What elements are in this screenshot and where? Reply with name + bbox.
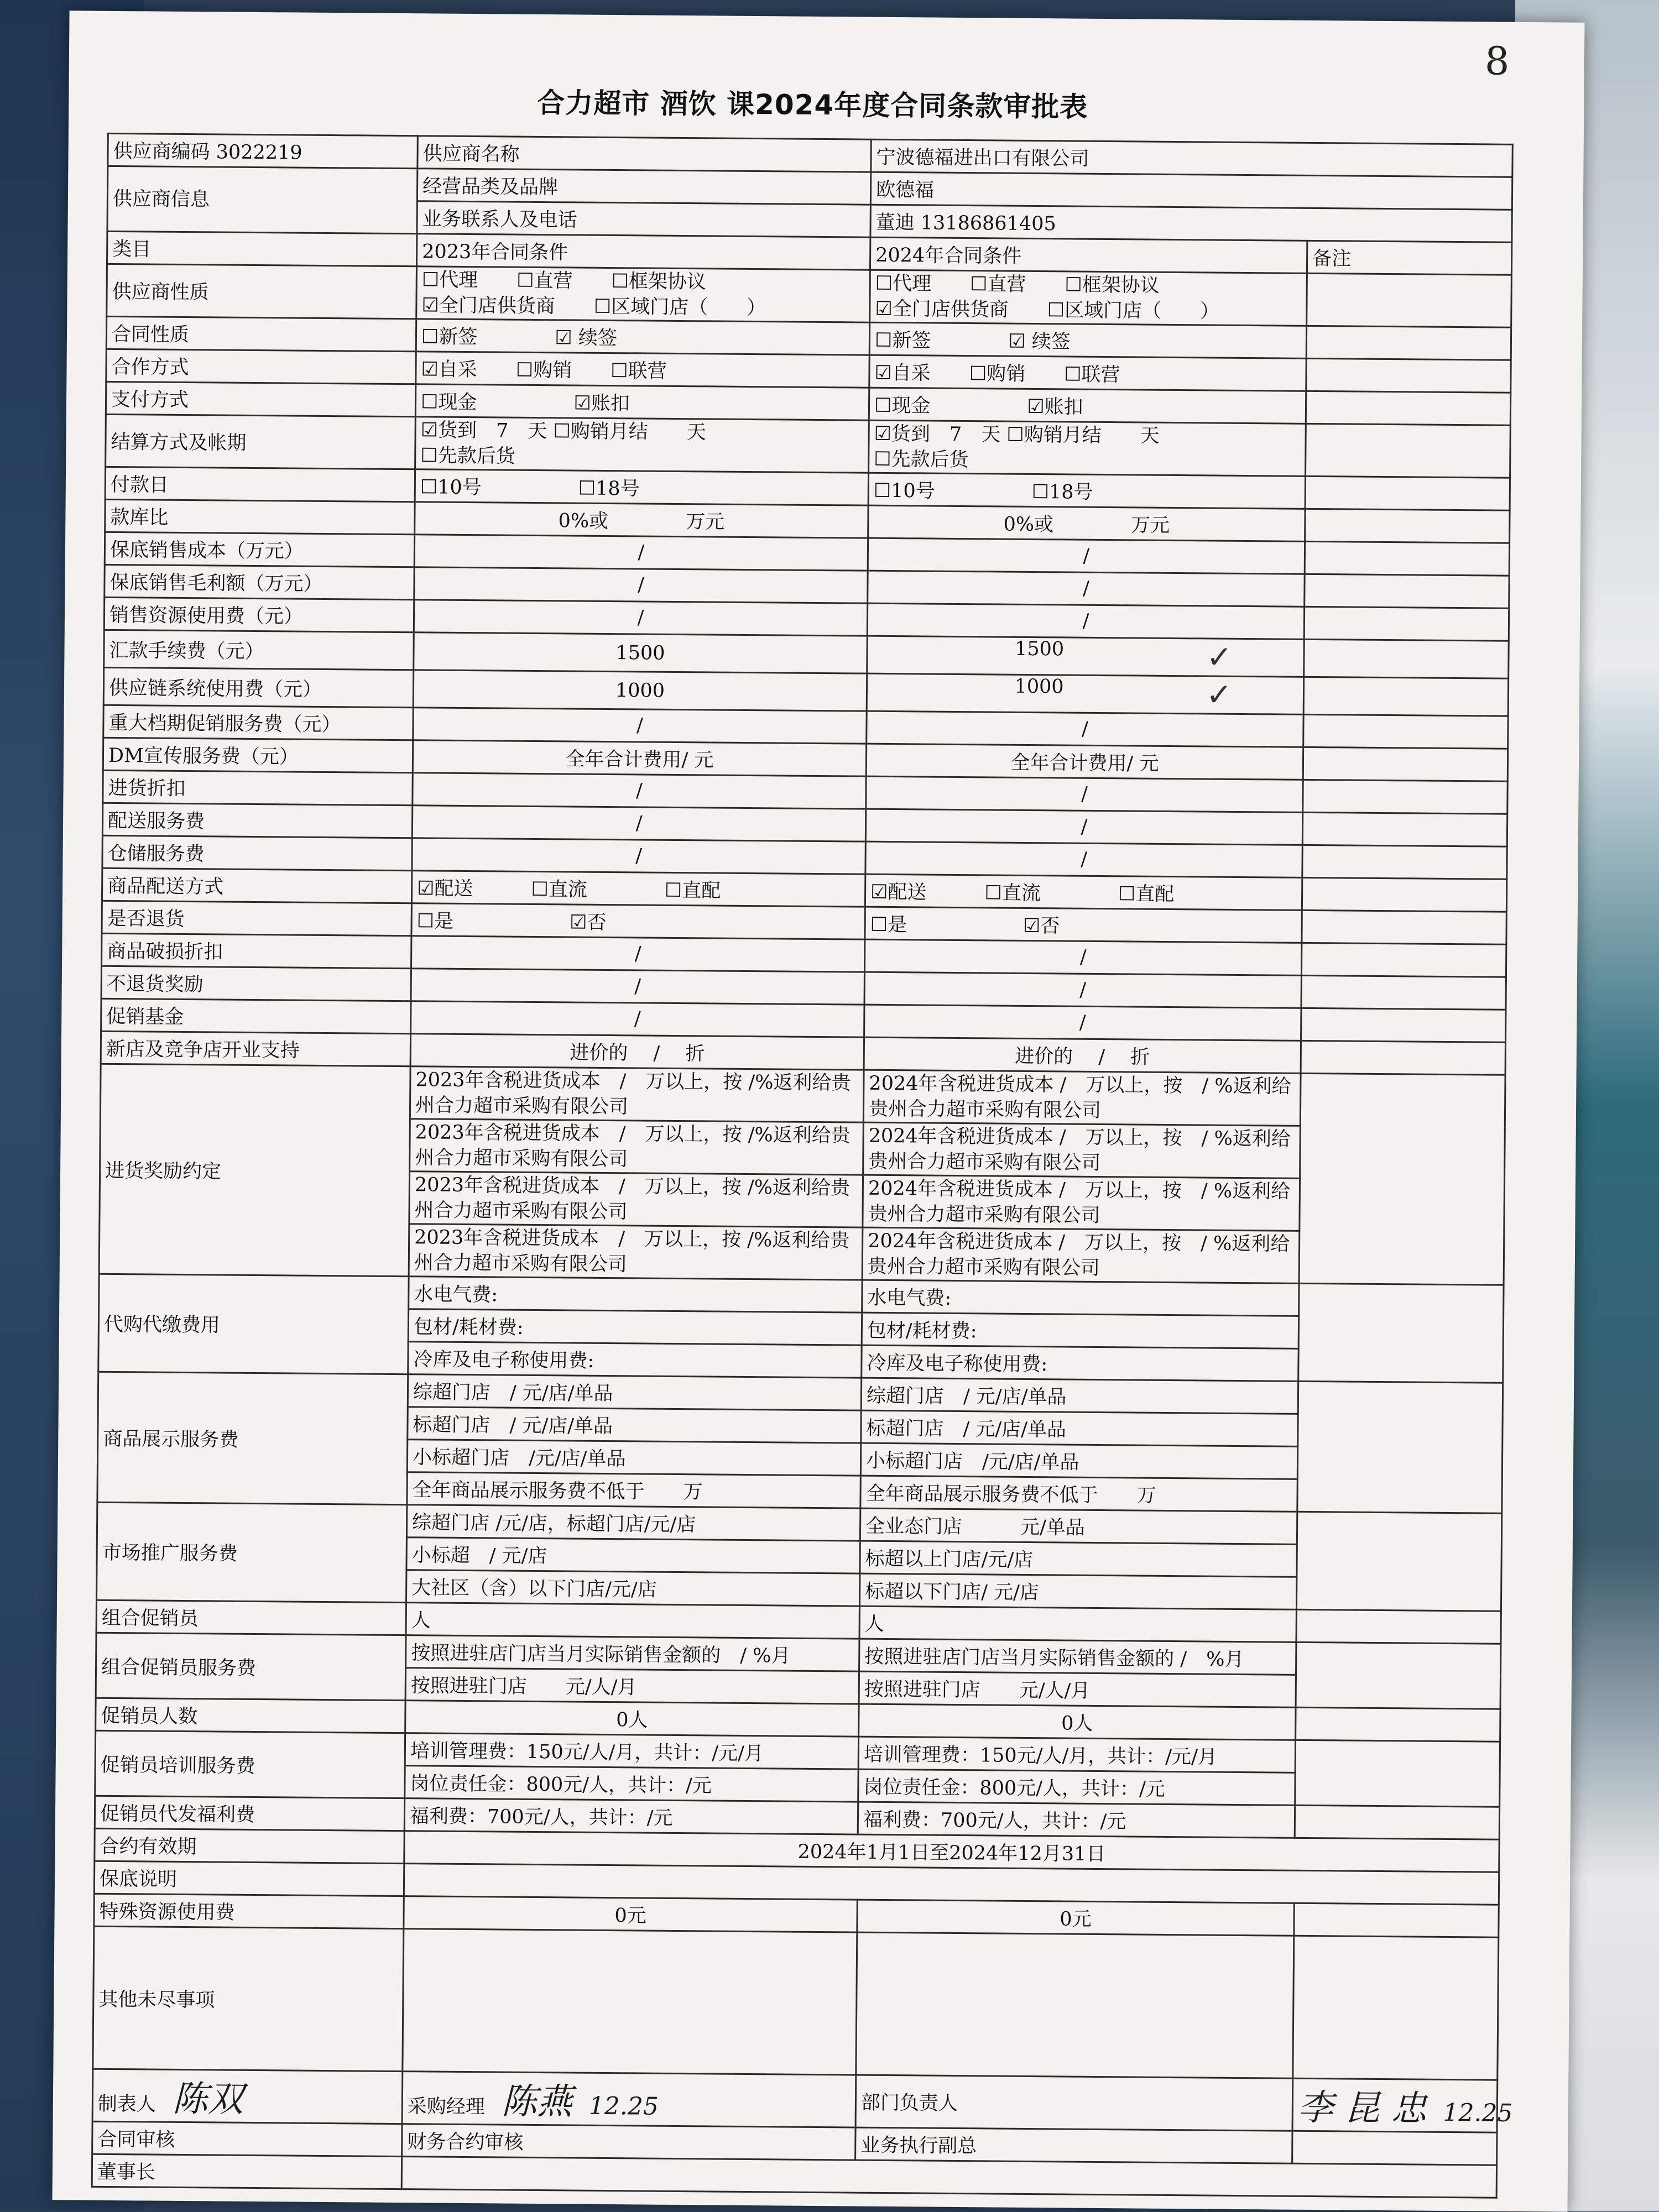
pay-2024: ☐现金 ☑账扣 [869,388,1306,423]
supplier-code-label: 供应商编码 [113,140,210,164]
combo-fee-2023-line: 按照进驻门店 元/人/月 [405,1668,859,1704]
reward-2023-tier: 2023年含税进货成本 / 万以上，按 /%返利给贵州合力超市采购有限公司 [410,1066,864,1122]
slash-cell: / [864,1005,1301,1040]
agency-2023-coldstore: 冷库及电子称使用费: [408,1342,862,1378]
row-label: 销售资源使用费（元） [104,597,414,632]
settle-2024-line1: ☑货到 7 天 ☐购销月结 天 [874,422,1160,447]
payday-2024: ☐10号 ☐18号 [868,473,1305,509]
stock-2024: 0%或 万元 [868,505,1305,541]
remark-cell [1296,1609,1501,1644]
reward-2024-tier: 2024年含税进货成本 / 万以上，按 / %返利给贵州合力超市采购有限公司 [863,1070,1301,1126]
remark-cell [1296,1512,1501,1611]
vp-label: 业务执行副总 [855,2127,1292,2163]
slash-cell: / [414,567,868,603]
row-label: 款库比 [105,499,415,534]
remark-cell [1296,1642,1501,1709]
row-label: 保底说明 [94,1861,404,1896]
welfare-2023: 福利费：700元/人，共计：/元 [404,1798,858,1834]
remark-cell [1302,845,1507,879]
buyer-manager-label: 采购经理 [407,2095,486,2119]
contract-2024: ☐新签 ☑ 续签 [869,322,1306,358]
contract-2023: ☐新签 ☑ 续签 [416,319,869,355]
slash-cell: / [411,936,865,972]
settle-2024-line2: ☐先款后货 [874,448,969,472]
row-label: 重大档期促销服务费（元） [103,705,413,740]
row-label: 商品展示服务费 [97,1372,408,1504]
slash-cell: / [412,806,865,841]
agency-2024-utilities: 水电气费: [862,1280,1299,1316]
vp-sign-cell [1292,2131,1497,2165]
slash-cell: / [413,773,866,809]
reward-2023-tier: 2023年含税进货成本 / 万以上，按 /%返利给贵州合力超市采购有限公司 [409,1172,863,1227]
slash-cell: / [865,809,1302,845]
remark-cell [1293,1936,1499,2080]
remark-cell [1303,677,1509,716]
slash-cell: / [412,838,865,874]
goods-delivery-2024: ☑配送 ☐直流 ☐直配 [865,874,1302,910]
table-row [93,1926,1499,2080]
remark-cell [1294,1903,1499,1937]
remark-cell [1301,975,1506,1010]
row-label: 商品配送方式 [102,868,411,903]
row-label: 其他未尽事项 [93,1926,404,2071]
contact-label: 业务联系人及电话 [417,201,870,237]
payday-2023: ☐10号 ☐18号 [415,469,868,505]
dept-head-label: 部门负责人 [855,2075,1293,2131]
display-2023-line: 标超门店 / 元/店/单品 [408,1407,861,1443]
nature-2023-line2: ☑全门店供货商 ☐区域门店（ ） [421,294,766,320]
dm-2023: 全年合计费用/ 元 [413,740,866,776]
remit-2023: 1500 [414,632,868,673]
settle-2023-line2: ☐先款后货 [420,445,515,468]
finance-label: 财务合约审核 [402,2124,855,2160]
agency-2024-coldstore: 冷库及电子称使用费: [862,1345,1298,1381]
row-label: 支付方式 [106,381,415,416]
page-number: 8 [1484,38,1510,84]
row-label: 特殊资源使用费 [94,1894,404,1928]
reward-2024-tier: 2024年含税进货成本 / 万以上，按 / %返利给贵州合力超市采购有限公司 [863,1122,1301,1178]
remark-cell [1306,358,1511,393]
return-2024: ☐是 ☑否 [865,907,1302,943]
remark-cell [1297,1381,1503,1513]
row-label: 保底销售成本（万元） [105,532,414,567]
remark-cell [1303,714,1508,749]
slash-cell: / [864,972,1301,1008]
reward-2024-tier: 2024年含税进货成本 / 万以上，按 / %返利给贵州合力超市采购有限公司 [862,1227,1300,1283]
dept-head-signature: 李 昆 忠 [1297,2087,1427,2130]
remark-cell [1301,943,1506,977]
supplier-code: 3022219 [216,141,302,164]
remit-2024: 1500 [1014,637,1065,661]
market-2023-line: 综超门店 /元/店，标超门店/元/店 [406,1505,860,1541]
validity-period: 2024年1月1日至2024年12月31日 [404,1831,1499,1873]
other-2024-cell [856,1932,1294,2078]
remark-cell [1303,747,1507,781]
approval-form-sheet [52,11,1584,2211]
promoter-count-2023: 0人 [405,1701,859,1737]
coop-2023: ☑自采 ☐购销 ☐联营 [416,352,869,388]
remark-cell [1305,476,1510,510]
maker-signature: 陈双 [172,2078,244,2120]
category-header: 类目 [107,231,416,266]
display-2023-line: 综超门店 / 元/店/单品 [408,1374,861,1410]
maker-cell [92,2069,403,2124]
newstore-2024: 进价的 / 折 [864,1037,1301,1073]
combo-fee-2024-line: 按照进驻店门店当月实际销售金额的 / %月 [859,1639,1296,1675]
remark-cell [1302,910,1506,944]
nature-2024-line1: ☐代理 ☐直营 ☐框架协议 [875,272,1160,297]
newstore-2023: 进价的 / 折 [410,1034,864,1070]
display-2024-line: 小标超门店 /元/店/单品 [860,1443,1297,1479]
chain-2024: 1000 [1014,675,1064,698]
special-2024: 0元 [857,1900,1294,1936]
agency-2023-packaging: 包材/耗材费: [408,1309,862,1345]
remark-cell [1304,606,1509,641]
row-label: 供应商性质 [107,264,417,318]
market-2023-line: 小标超 / 元/店 [406,1538,860,1573]
welfare-2024: 福利费：700元/人，共计：/元 [858,1802,1295,1838]
special-2023: 0元 [404,1896,857,1932]
row-label: 促销基金 [101,998,411,1033]
contract-terms-table [91,133,1514,2199]
supplier-name-label: 供应商名称 [418,136,871,172]
display-2024-line: 综超门店 / 元/店/单品 [861,1378,1298,1414]
slash-cell: / [868,571,1305,606]
remark-cell [1306,391,1510,425]
market-2023-line: 大社区（含）以下门店/元/店 [406,1570,859,1606]
remark-cell [1306,326,1511,360]
remark-cell [1303,780,1507,814]
nature-2023 [416,266,870,322]
row-label: 配送服务费 [102,803,412,838]
remark-cell [1307,273,1512,327]
training-2024-line: 培训管理费：150元/人/月，共计：/元/月 [858,1737,1295,1772]
row-label: 不退货奖励 [101,966,411,1001]
slash-cell: / [411,969,864,1005]
row-label: 是否退货 [102,901,411,935]
checkmark-icon: ✓ [1206,677,1233,713]
brand-value: 欧德福 [870,172,1512,210]
dm-2024: 全年合计费用/ 元 [866,744,1303,780]
goods-delivery-2023: ☑配送 ☐直流 ☐直配 [411,871,865,907]
combo-2023: 人 [406,1603,859,1639]
agency-2024-packaging: 包材/耗材费: [862,1312,1298,1348]
row-label: 市场推广服务费 [97,1502,407,1602]
coop-2024: ☑自采 ☐购销 ☐联营 [869,355,1306,391]
row-label: 保底销售毛利额（万元） [105,564,414,599]
row-label: 合约有效期 [95,1828,404,1863]
slash-cell: / [867,711,1303,747]
row-label: 供应链系统使用费（元） [103,667,414,707]
remark-cell [1301,1040,1505,1075]
slash-cell: / [411,1001,864,1037]
settle-2024 [869,420,1306,476]
form-title: 合力超市 酒饮 课2024年度合同条款审批表 [537,86,1088,123]
supplier-info-cell [107,166,418,233]
other-2023-cell [403,1929,857,2075]
remark-cell [1305,541,1509,576]
row-label: 促销员培训服务费 [95,1730,405,1798]
dept-head-sign-cell [1292,2078,1513,2132]
nature-2024 [870,270,1307,326]
supplier-name: 宁波德福进出口有限公司 [871,139,1512,177]
slash-cell: / [866,776,1303,812]
remark-header: 备注 [1307,240,1511,275]
remark-cell [1295,1805,1499,1839]
buyer-manager-cell [402,2072,856,2127]
remark-cell [1305,574,1509,608]
promoter-count-2024: 0人 [859,1704,1296,1740]
dept-head-date: 12.25 [1443,2098,1513,2127]
market-2024-line: 标超以上门店/元/店 [860,1541,1297,1577]
reward-2023-tier: 2023年含税进货成本 / 万以上，按 /%返利给贵州合力超市采购有限公司 [409,1224,863,1280]
buyer-manager-date: 12.25 [588,2091,659,2121]
row-label: 结算方式及帐期 [106,414,416,469]
row-label: 促销员人数 [96,1698,405,1733]
display-2023-line: 全年商品展示服务费不低于 万 [407,1472,860,1508]
display-2023-line: 小标超门店 /元/店/单品 [407,1440,860,1476]
row-label: 代购代缴费用 [98,1274,409,1374]
remark-cell [1295,1740,1500,1807]
checkmark-icon: ✓ [1206,639,1233,676]
contact-value: 董迪 13186861405 [870,205,1512,242]
training-2023-line: 培训管理费：150元/人/月，共计：/元/月 [405,1733,858,1769]
row-label: 商品破损折扣 [102,933,411,968]
supplier-code-cell [108,133,418,168]
chairman-label: 董事长 [92,2154,401,2189]
buyer-manager-signature: 陈燕 [501,2081,573,2123]
row-label: 合同性质 [106,316,416,351]
market-2024-line: 标超以下门店/ 元/店 [859,1573,1296,1609]
combo-fee-2023-line: 按照进驻店门店当月实际销售金额的 / %月 [406,1635,859,1671]
pay-2023: ☐现金 ☑账扣 [415,384,869,420]
audit-label: 合同审核 [92,2121,402,2156]
remark-cell [1298,1283,1504,1383]
slash-cell: / [868,538,1305,574]
row-label: 汇款手续费（元） [104,630,414,670]
stock-2023: 0%或 万元 [415,502,868,538]
nature-2023-line1: ☐代理 ☐直营 ☐框架协议 [421,269,707,294]
row-label: DM宣传服务费（元） [103,738,413,772]
row-label: 付款日 [105,467,415,501]
slash-cell: / [413,708,867,744]
remark-cell [1302,812,1507,846]
year-2024-header: 2024年合同条件 [870,237,1307,273]
year-2023-header: 2023年合同条件 [416,234,870,270]
settle-2023-line1: ☑货到 7 天 ☐购销月结 天 [420,419,706,444]
brand-label: 经营品类及品牌 [417,169,870,205]
combo-fee-2024-line: 按照进驻门店 元/人/月 [859,1671,1296,1707]
return-2023: ☐是 ☑否 [411,903,865,939]
chain-2024-cell [867,673,1304,714]
slash-cell: / [414,535,868,571]
settle-2023 [415,417,869,473]
chain-2023: 1000 [413,670,867,711]
row-label: 进货奖励约定 [99,1064,410,1276]
slash-cell: / [864,939,1301,975]
maker-label: 制表人 [97,2093,156,2116]
row-label: 合作方式 [106,349,416,384]
table-row [100,1064,1505,1127]
supplier-info-label: 供应商信息 [112,187,210,211]
combo-2024: 人 [859,1606,1296,1642]
row-label: 促销员代发福利费 [95,1796,404,1831]
row-label: 仓储服务费 [102,835,412,870]
display-2024-line: 全年商品展示服务费不低于 万 [860,1476,1297,1512]
remark-cell [1299,1073,1505,1285]
training-2024-line: 岗位责任金：800元/人，共计：/元 [858,1769,1295,1805]
display-2024-line: 标超门店 / 元/店/单品 [861,1410,1298,1446]
market-2024-line: 全业态门店 元/单品 [860,1508,1297,1544]
remark-cell [1296,1707,1500,1742]
agency-2023-utilities: 水电气费: [409,1277,862,1312]
slash-cell: / [865,841,1302,877]
row-label: 进货折扣 [103,770,413,805]
remark-cell [1305,509,1510,543]
remark-cell [1306,423,1511,478]
remit-2024-cell [867,636,1305,677]
training-2023-line: 岗位责任金：800元/人，共计：/元 [405,1766,858,1802]
row-label: 新店及竞争店开业支持 [101,1031,410,1066]
row-label: 组合促销员 [96,1600,406,1635]
slash-cell: / [414,600,867,636]
reward-2023-tier: 2023年含税进货成本 / 万以上，按 /%返利给贵州合力超市采购有限公司 [410,1119,864,1175]
row-label: 组合促销员服务费 [96,1633,406,1700]
nature-2024-line2: ☑全门店供货商 ☐区域门店（ ） [875,297,1220,323]
remark-cell [1301,1008,1506,1042]
remark-cell [1302,877,1506,912]
slash-cell: / [867,603,1304,639]
remark-cell [1304,639,1509,678]
reward-2024-tier: 2024年含税进货成本 / 万以上，按 / %返利给贵州合力超市采购有限公司 [863,1175,1300,1231]
